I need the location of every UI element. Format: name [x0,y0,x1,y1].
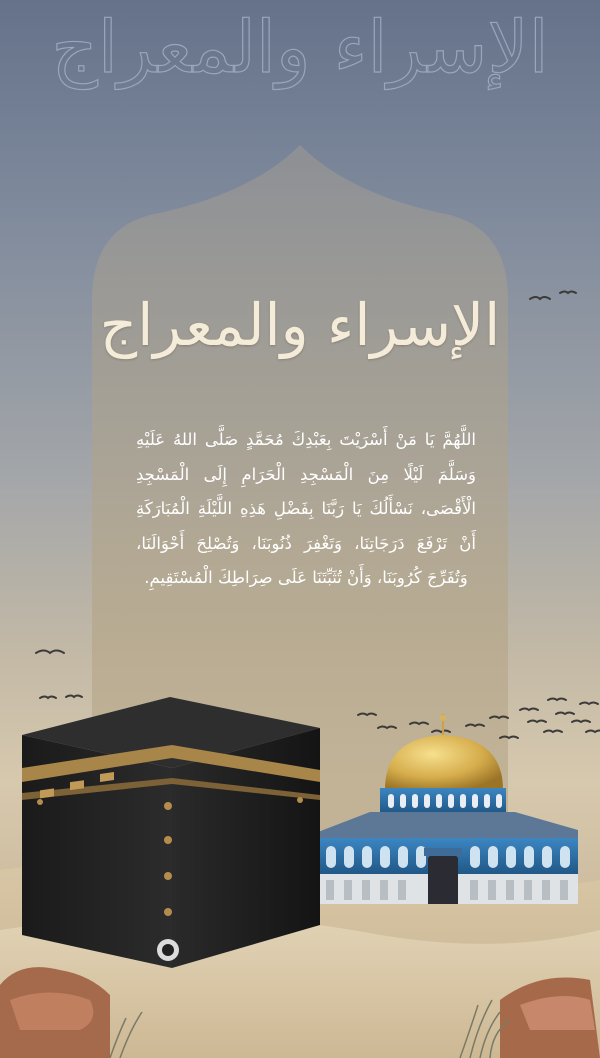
page-title: الإسراء والمعراج [99,291,501,359]
kaaba-illustration [22,697,320,968]
dua-text: اللَّهُمَّ يَا مَنْ أَسْرَيْتَ بِعَبْدِكَ مُحَمَّدٍ صَلَّى اللهُ عَلَيْهِ وَسَلَّمَ لَيْلًا مِنَ الْمَسْجِدِ الْحَرَامِ إِلَى الْمَسْجِدِ الْأَقْصَى، نَسْأَلُكَ يَا رَبَّنَا بِفَضْلِ هَذِهِ اللَّيْلَةِ الْمُبَارَكَةِ أَنْ تَرْفَعَ دَرَجَاتِنَا، وَتَغْفِرَ ذُنُوبَنَا، وَتُصْلِحَ أَحْوَالَنَا، وَتُفَرِّجَ كُرُوبَنَا، وَأَنْ تُثَبِّتَنَا عَلَى صِرَاطِكَ الْمُسْتَقِيمِ. [136,430,476,588]
birds-icon [36,292,600,739]
dome-of-the-rock-illustration [318,714,578,904]
watermark-text: الإسراء والمعراج [51,5,549,89]
